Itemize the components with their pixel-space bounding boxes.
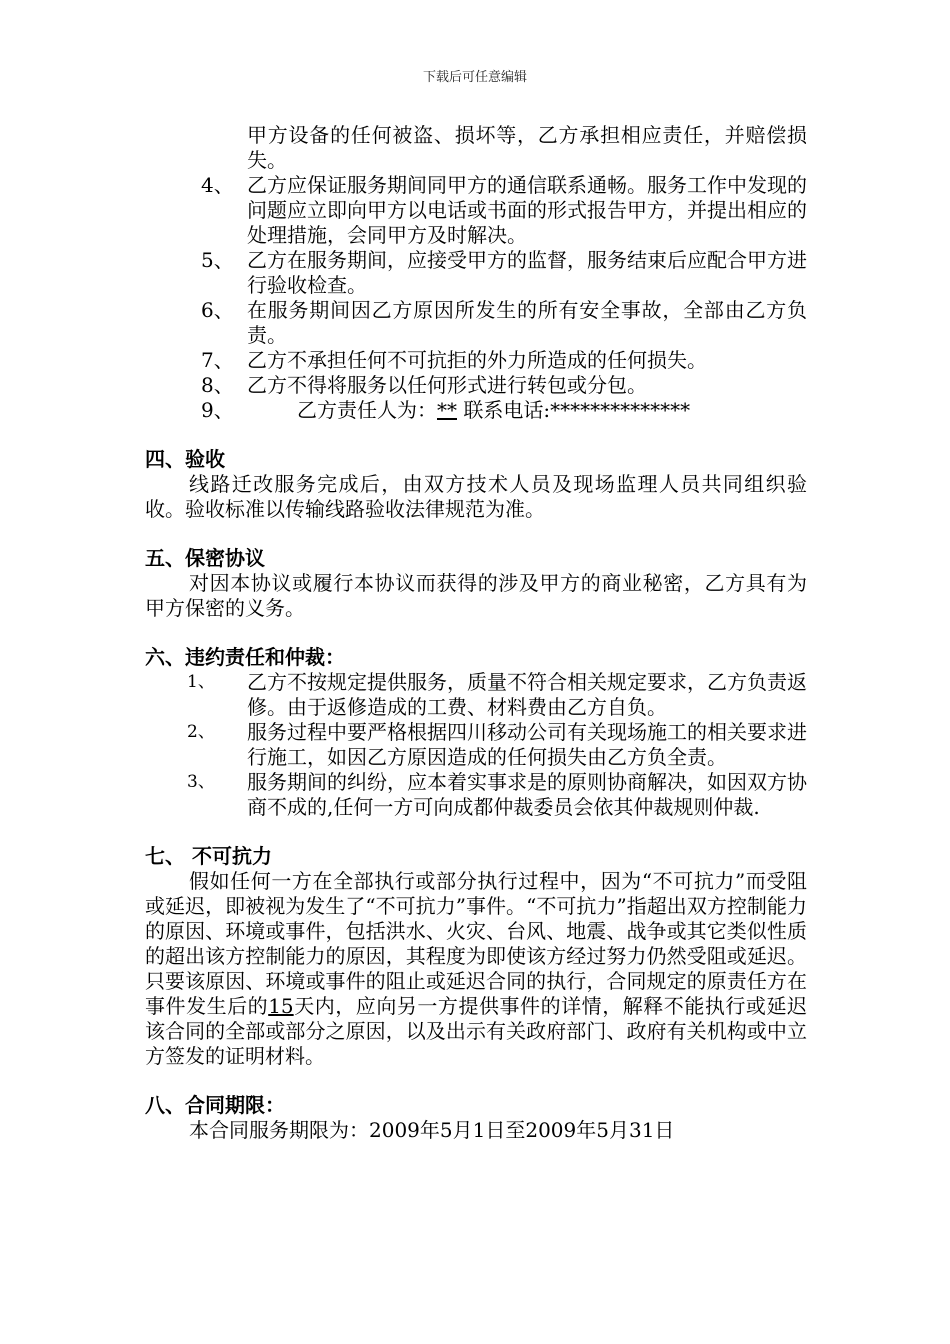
section-text-acceptance: 线路迁改服务完成后，由双方技术人员及现场监理人员共同组织验收。验收标准以传输线路验收法律规范为准。 [145, 472, 807, 521]
list-item-number: 9、 [201, 398, 234, 422]
list-item-text: 乙方不承担任何不可抗拒的外力所造成的任何损失。 [247, 348, 707, 372]
section-text-confidentiality: 对因本协议或履行本协议而获得的涉及甲方的商业秘密，乙方具有为甲方保密的义务。 [145, 571, 807, 620]
section-text-force-majeure [145, 869, 807, 1069]
days-count: 15 [268, 994, 294, 1018]
list-item-number: 1、 [187, 672, 215, 692]
page-header: 下载后可任意编辑 [422, 70, 527, 85]
list-item [145, 770, 807, 820]
list-item-number: 6、 [201, 298, 234, 322]
responsible-label: 乙方责任人为： [297, 398, 437, 422]
force-majeure-text-part1: 假如任何一方在全部执行或部分执行过程中，因为“不可抗力”而受阻或延迟，即被视为发生了“不可抗力”事件。“不可抗力”指超出双方控制能力的原因、环境或事件，包括洪水、火灾、台风、地震、战争或其它类似性质的超出该方控制能力的原因，其程度为即使该方经过努力仍然受阻或延迟。只要该原因、环境或事件的阻止或延迟合同的执行，合同规定的原责任方在事件发生后的 [145, 869, 807, 1018]
list-item [145, 373, 807, 398]
list-item-number: 5、 [201, 248, 234, 272]
section-heading-force-majeure: 七、 不可抗力 [145, 844, 272, 868]
document-body [145, 123, 807, 1143]
list-item [145, 348, 807, 373]
section-heading-confidentiality: 五、保密协议 [145, 546, 265, 570]
list-item [145, 298, 807, 348]
list-item-text: 乙方在服务期间，应接受甲方的监督，服务结束后应配合甲方进行验收检查。 [247, 248, 807, 297]
section-heading-liability: 六、违约责任和仲裁： [145, 645, 345, 669]
clause-list-liability [145, 670, 807, 820]
list-item [145, 173, 807, 248]
list-item-number: 3、 [187, 772, 215, 792]
force-majeure-text-part2: 天内，应向另一方提供事件的详情，解释不能执行或延迟该合同的全部或部分之原因，以及出示有关政府部门、政府有关机构或中立方签发的证明材料。 [145, 994, 808, 1068]
clause-list-sec3 [145, 173, 807, 398]
list-item-text: 服务过程中要严格根据四川移动公司有关现场施工的相关要求进行施工，如因乙方原因造成的任何损失由乙方负全责。 [247, 720, 807, 769]
section-text-term: 本合同服务期限为：2009年5月1日至2009年5月31日 [189, 1118, 675, 1142]
list-item-text: 服务期间的纠纷，应本着实事求是的原则协商解决，如因双方协商不成的,任何一方可向成都仲裁委员会依其仲裁规则仲裁. [247, 770, 807, 819]
list-item-number: 7、 [201, 348, 234, 372]
list-item-text: 乙方不得将服务以任何形式进行转包或分包。 [247, 373, 647, 397]
list-item [145, 248, 807, 298]
list-item [145, 670, 807, 720]
section-heading-term: 八、合同期限： [145, 1093, 285, 1117]
list-item-number: 8、 [201, 373, 234, 397]
list-item-9 [145, 398, 807, 423]
list-item-number: 2、 [187, 722, 215, 742]
list-item-text: 在服务期间因乙方原因所发生的所有安全事故，全部由乙方负责。 [247, 298, 807, 347]
section-heading-acceptance: 四、验收 [145, 447, 225, 471]
list-item-number: 4、 [201, 173, 234, 197]
responsible-name: ** [437, 398, 457, 422]
list-item-text: 乙方不按规定提供服务，质量不符合相关规定要求，乙方负责返修。由于返修造成的工费、材料费由乙方自负。 [247, 670, 807, 719]
list-item [145, 720, 807, 770]
continued-item-text: 甲方设备的任何被盗、损坏等，乙方承担相应责任，并赔偿损失。 [247, 123, 807, 172]
list-item-text [247, 398, 807, 423]
contact-phone: 联系电话:************** [457, 398, 691, 422]
list-item-text: 乙方应保证服务期间同甲方的通信联系通畅。服务工作中发现的问题应立即向甲方以电话或书面的形式报告甲方，并提出相应的处理措施，会同甲方及时解决。 [247, 173, 807, 247]
